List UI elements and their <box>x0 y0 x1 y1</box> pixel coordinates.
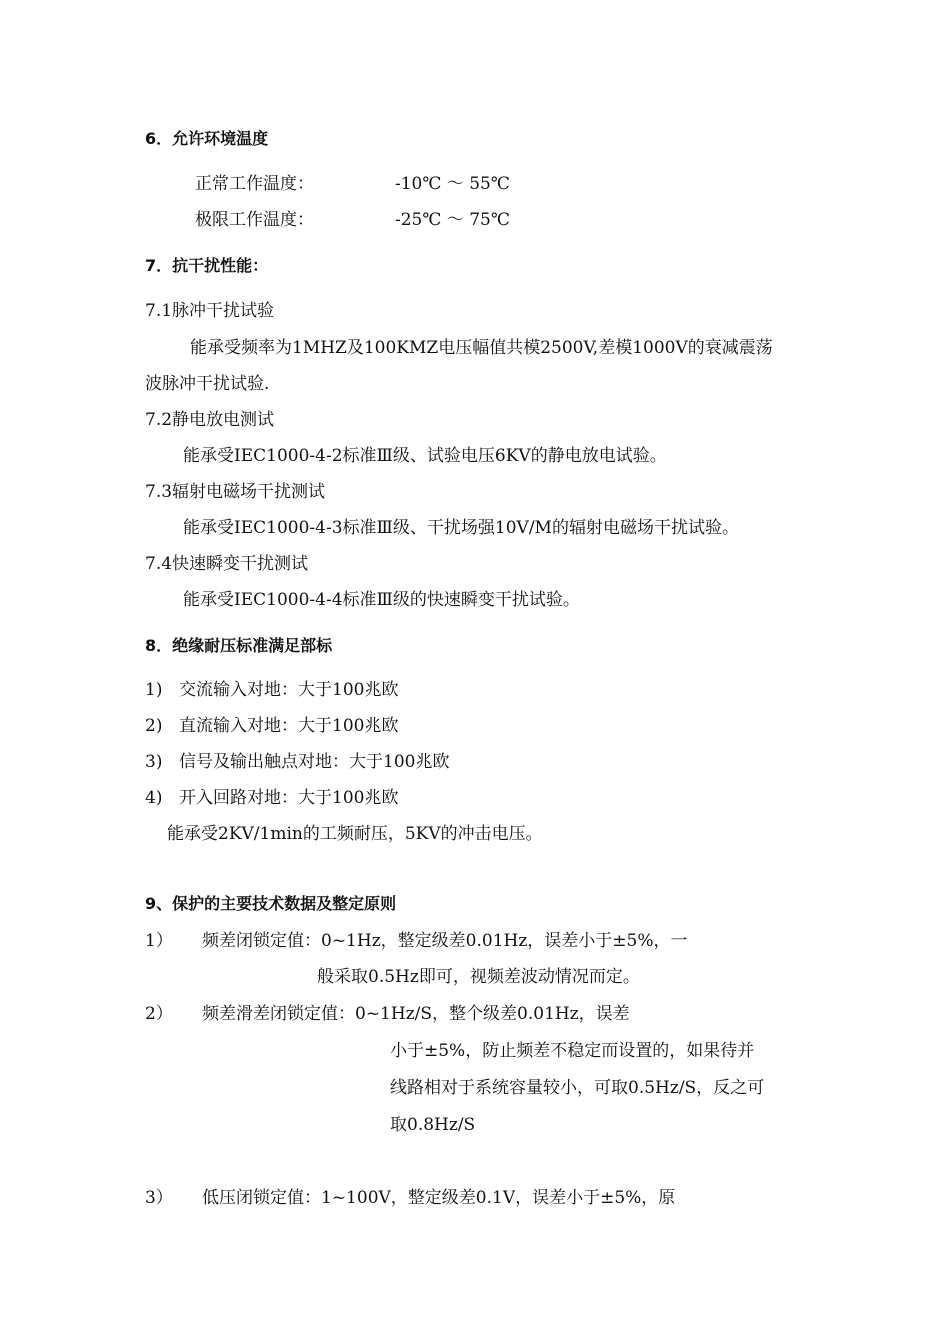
section-7-2-title: 7.2静电放电测试 <box>145 410 275 430</box>
item-3-number: 3） <box>145 1188 173 1208</box>
section-7-1-text-line2: 波脉冲干扰试验. <box>145 374 270 394</box>
normal-temp-value: -10℃ ～ 55℃ <box>395 174 510 194</box>
section-7-1-title: 7.1脉冲干扰试验 <box>145 301 275 321</box>
section-7-3-title: 7.3辐射电磁场干扰测试 <box>145 482 326 502</box>
item-2-line3: 线路相对于系统容量较小，可取0.5Hz/S，反之可 <box>390 1078 765 1098</box>
item-2-line4: 取0.8Hz/S <box>390 1115 476 1135</box>
section-7-3-text: 能承受IEC1000-4-3标准Ⅲ级、干扰场强10V/M的辐射电磁场干扰试验。 <box>183 518 739 538</box>
list-item-number: 2) <box>145 716 163 736</box>
section-7-4-title: 7.4快速瞬变干扰测试 <box>145 554 309 574</box>
section-8-heading: 8．绝缘耐压标准满足部标 <box>145 636 333 655</box>
section-7-1-text-line1: 能承受频率为1MHZ及100KMZ电压幅值共模2500V,差模1000V的衰减震荡 <box>190 338 773 358</box>
list-item: 交流输入对地：大于100兆欧 <box>179 680 399 700</box>
item-1-line2: 般采取0.5Hz即可，视频差波动情况而定。 <box>317 967 640 987</box>
item-2-line2: 小于±5%，防止频差不稳定而设置的，如果待并 <box>390 1041 755 1061</box>
item-3-line1: 低压闭锁定值：1~100V，整定级差0.1V，误差小于±5%，原 <box>202 1188 676 1208</box>
section-9-heading: 9、保护的主要技术数据及整定原则 <box>145 894 397 913</box>
limit-temp-value: -25℃ ～ 75℃ <box>395 210 510 230</box>
section-7-2-text: 能承受IEC1000-4-2标准Ⅲ级、试验电压6KV的静电放电试验。 <box>183 446 667 466</box>
section-8-note: 能承受2KV/1min的工频耐压，5KV的冲击电压。 <box>167 824 543 844</box>
item-1-number: 1） <box>145 931 173 951</box>
item-1-line1: 频差闭锁定值：0~1Hz，整定级差0.01Hz，误差小于±5%，一 <box>202 931 688 951</box>
section-7-4-text: 能承受IEC1000-4-4标准Ⅲ级的快速瞬变干扰试验。 <box>183 590 580 610</box>
section-6-heading: 6．允许环境温度 <box>145 129 269 148</box>
section-7-heading: 7．抗干扰性能： <box>145 256 269 275</box>
list-item-number: 3) <box>145 752 163 772</box>
item-2-number: 2） <box>145 1004 173 1024</box>
list-item: 直流输入对地：大于100兆欧 <box>179 716 399 736</box>
item-2-line1: 频差滑差闭锁定值：0~1Hz/S，整个级差0.01Hz，误差 <box>202 1004 630 1024</box>
limit-temp-label: 极限工作温度： <box>195 210 314 230</box>
list-item-number: 1) <box>145 680 163 700</box>
list-item-number: 4) <box>145 788 163 808</box>
normal-temp-label: 正常工作温度： <box>195 174 314 194</box>
list-item: 开入回路对地：大于100兆欧 <box>179 788 399 808</box>
list-item: 信号及输出触点对地：大于100兆欧 <box>179 752 450 772</box>
